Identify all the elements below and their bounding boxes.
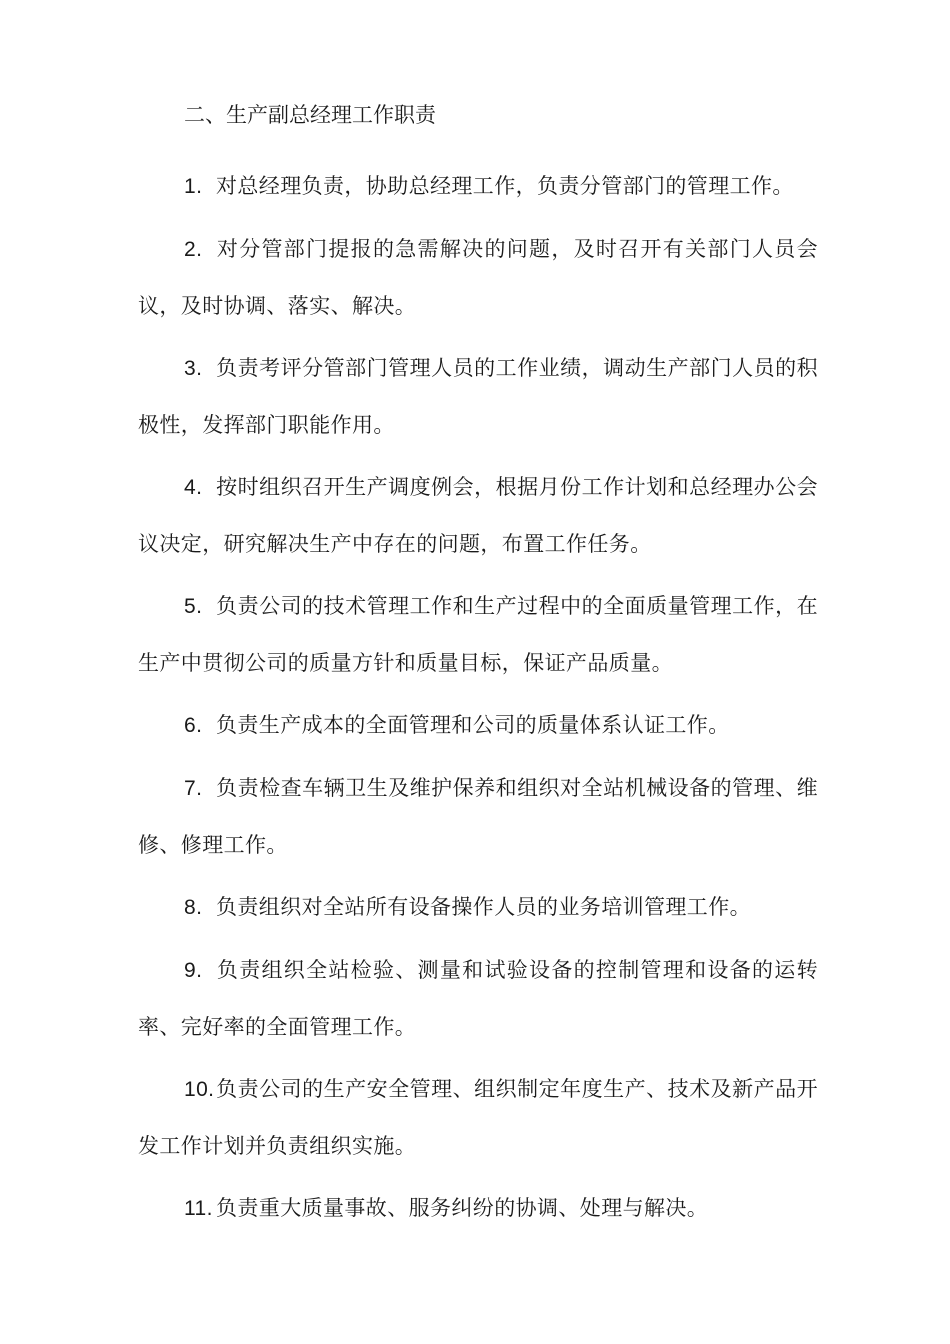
- item-text: 负责公司的生产安全管理、组织制定年度生产、技术及新产品开发工作计划并负责组织实施。: [138, 1077, 818, 1158]
- item-text: 负责组织全站检验、测量和试验设备的控制管理和设备的运转率、完好率的全面管理工作。: [138, 958, 818, 1039]
- item-number: 8.: [184, 896, 203, 919]
- item-number: 2.: [184, 238, 203, 261]
- item-text: 负责组织对全站所有设备操作人员的业务培训管理工作。: [216, 895, 751, 919]
- list-item: [138, 942, 818, 1055]
- list-item: [138, 158, 818, 215]
- item-number: 7.: [184, 777, 203, 800]
- item-text: 按时组织召开生产调度例会，根据月份工作计划和总经理办公会议决定，研究解决生产中存在的问题，布置工作任务。: [138, 475, 818, 556]
- item-number: 5.: [184, 595, 203, 618]
- item-text: 负责生产成本的全面管理和公司的质量体系认证工作。: [216, 713, 730, 737]
- item-text: 负责公司的技术管理工作和生产过程中的全面质量管理工作，在生产中贯彻公司的质量方针和质量目标，保证产品质量。: [138, 594, 818, 675]
- item-text: 负责检查车辆卫生及维护保养和组织对全站机械设备的管理、维修、修理工作。: [138, 776, 818, 857]
- list-item: [138, 340, 818, 453]
- section-heading: 二、生产副总经理工作职责: [184, 103, 436, 127]
- item-number: 6.: [184, 714, 203, 737]
- item-text: 负责考评分管部门管理人员的工作业绩，调动生产部门人员的积极性，发挥部门职能作用。: [138, 356, 818, 437]
- list-item: [138, 578, 818, 691]
- item-text: 对分管部门提报的急需解决的问题，及时召开有关部门人员会议，及时协调、落实、解决。: [138, 237, 818, 318]
- list-item: [138, 879, 818, 936]
- item-text: 对总经理负责，协助总经理工作，负责分管部门的管理工作。: [216, 174, 794, 198]
- item-number: 10.: [184, 1078, 215, 1101]
- item-number: 1.: [184, 175, 203, 198]
- item-number: 3.: [184, 357, 203, 380]
- item-number: 9.: [184, 959, 203, 982]
- list-item: [138, 697, 818, 754]
- list-item: [138, 221, 818, 334]
- duty-list: [138, 158, 818, 1243]
- item-number: 11.: [184, 1197, 213, 1220]
- item-text: 负责重大质量事故、服务纠纷的协调、处理与解决。: [216, 1196, 709, 1220]
- list-item: [138, 459, 818, 572]
- list-item: [138, 1180, 818, 1237]
- list-item: [138, 1061, 818, 1174]
- item-number: 4.: [184, 476, 203, 499]
- list-item: [138, 760, 818, 873]
